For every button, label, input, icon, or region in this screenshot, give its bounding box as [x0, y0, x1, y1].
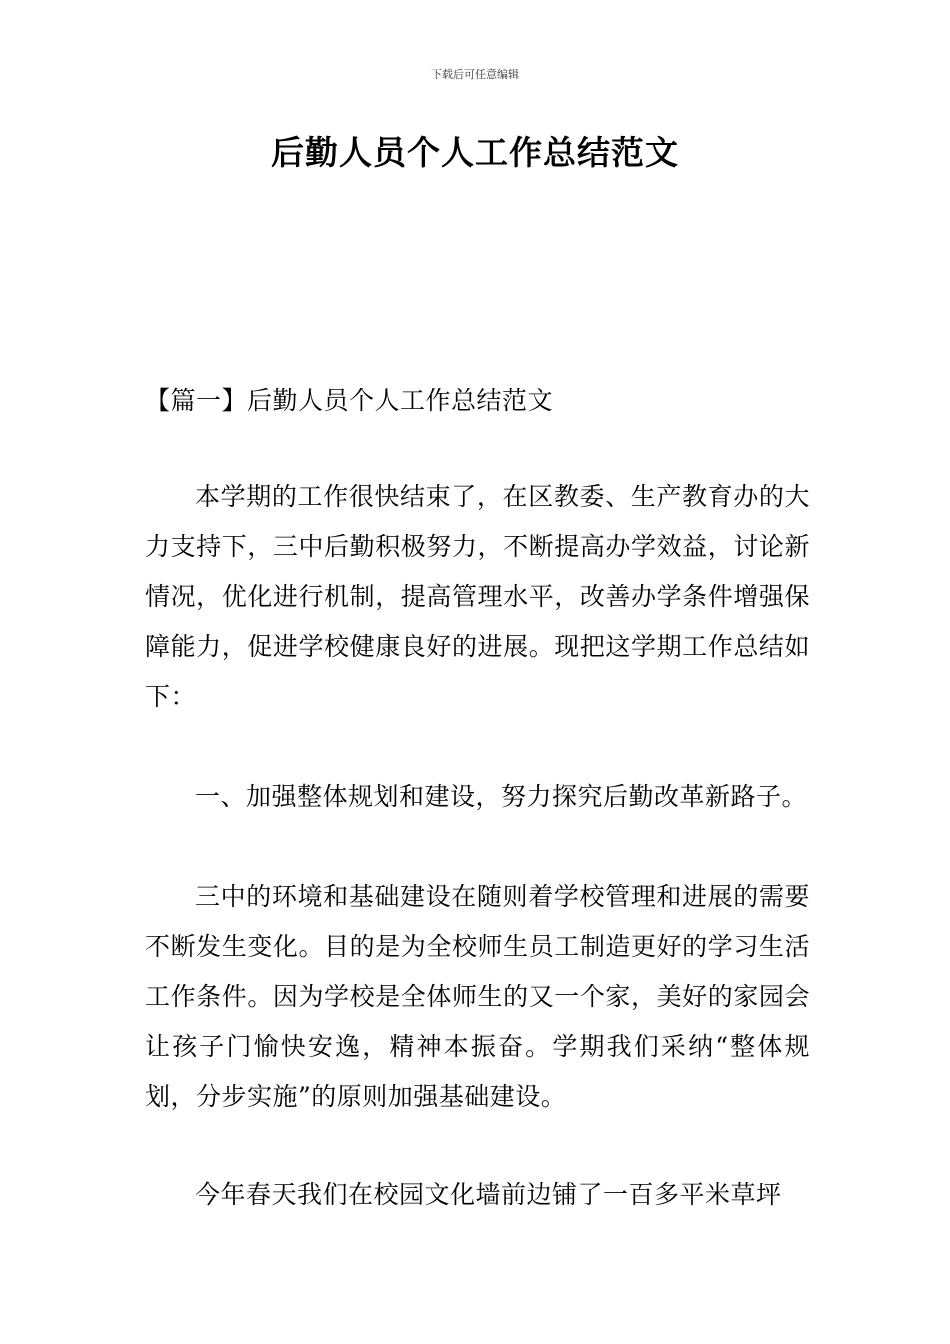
section-heading: 【篇一】后勤人员个人工作总结范文: [145, 386, 554, 415]
paragraph-environment: 三中的环境和基础建设在随则着学校管理和进展的需要不断发生变化。目的是为全校师生员工制造更好的学习生活工作条件。因为学校是全体师生的又一个家，美好的家园会让孩子门愉快安逸，精神本振奋。学期我们采纳“整体规划，分步实施”的原则加强基础建设。: [145, 882, 810, 1111]
paragraph-intro: 本学期的工作很快结束了，在区教委、生产教育办的大力支持下，三中后勤积极努力，不断提高办学效益，讨论新情况，优化进行机制，提高管理水平，改善办学条件增强保障能力，促进学校健康良好的进展。现把这学期工作总结如下：: [145, 482, 810, 711]
paragraph-heading-one: 一、加强整体规划和建设，努力探究后勤改革新路子。: [195, 782, 808, 811]
header-note: 下载后可任意编辑: [431, 68, 519, 81]
document-title: 后勤人员个人工作总结范文: [271, 133, 679, 172]
paragraph-spring: 今年春天我们在校园文化墙前边铺了一百多平米草坪: [195, 1180, 782, 1209]
